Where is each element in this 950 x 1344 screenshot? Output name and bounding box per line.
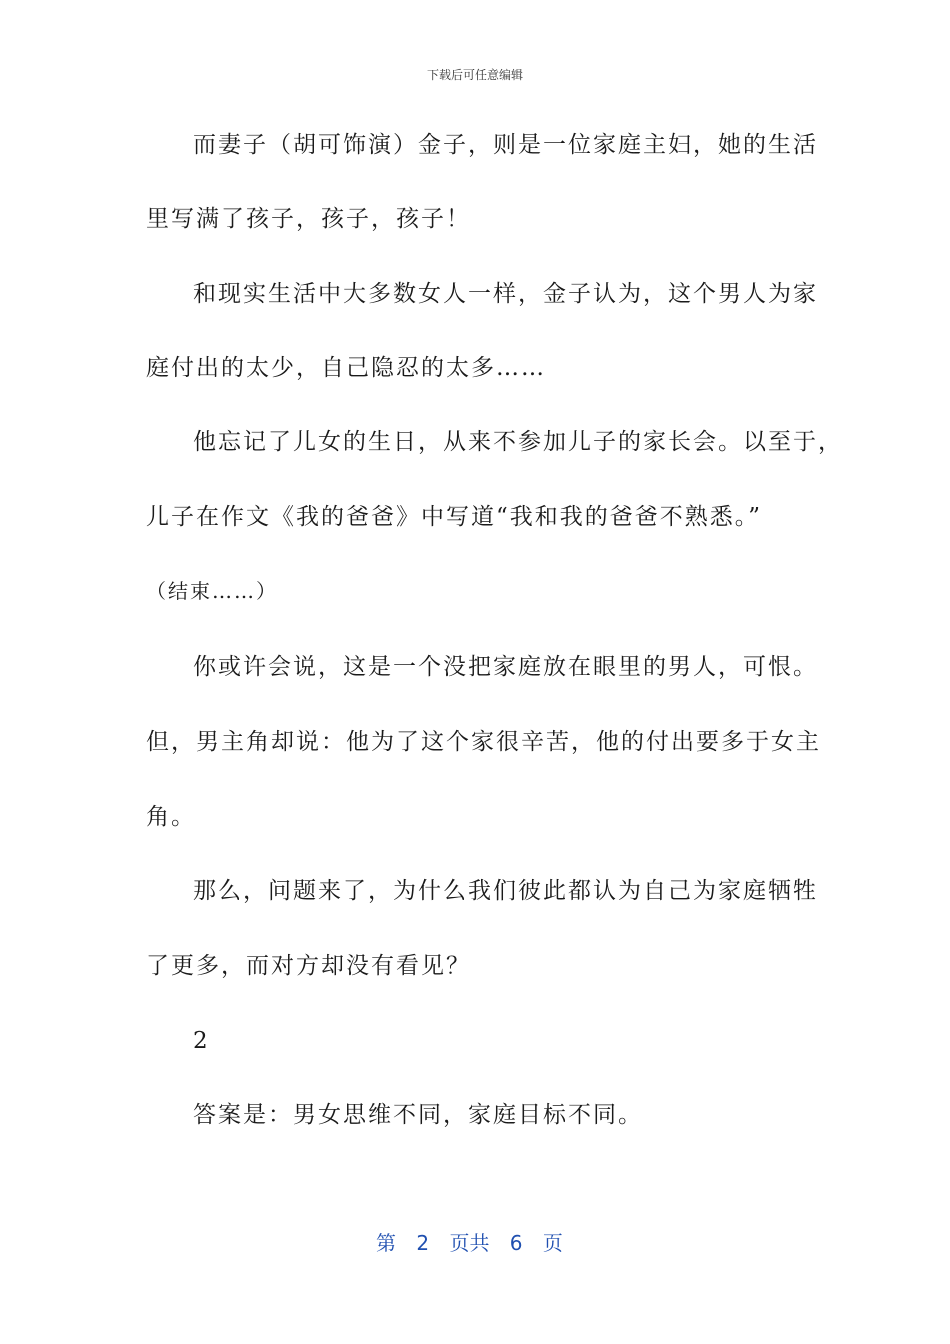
paragraph-line: 庭付出的太少，自己隐忍的太多…… [146,355,546,381]
paragraph-line: 和现实生活中大多数女人一样，金子认为，这个男人为家 [193,281,818,307]
paragraph-line: 了更多，而对方却没有看见？ [146,953,471,979]
paragraph-line: 而妻子（胡可饰演）金子，则是一位家庭主妇，她的生活 [193,132,818,158]
section-number: 2 [193,1028,210,1054]
paragraph-line: （结束……） [146,579,278,603]
paragraph-line: 他忘记了儿女的生日，从来不参加儿子的家长会。以至于， [193,429,843,455]
page-header: 下载后可任意编辑 [426,68,523,82]
paragraph-line: 但，男主角却说：他为了这个家很辛苦，他的付出要多于女主 [146,729,821,755]
paragraph-line: 儿子在作文《我的爸爸》中写道“我和我的爸爸不熟悉。” [146,504,763,530]
paragraph-line: 答案是：男女思维不同，家庭目标不同。 [193,1102,643,1128]
paragraph-line: 那么，问题来了，为什么我们彼此都认为自己为家庭牺牲 [193,878,818,904]
paragraph-line: 里写满了孩子，孩子，孩子！ [146,206,471,232]
paragraph-line: 角。 [146,804,196,830]
page-number-text: 第 2 页共 6 页 [376,1231,563,1255]
paragraph-line: 你或许会说，这是一个没把家庭放在眼里的男人，可恨。 [193,654,818,680]
page-footer [376,1227,563,1256]
